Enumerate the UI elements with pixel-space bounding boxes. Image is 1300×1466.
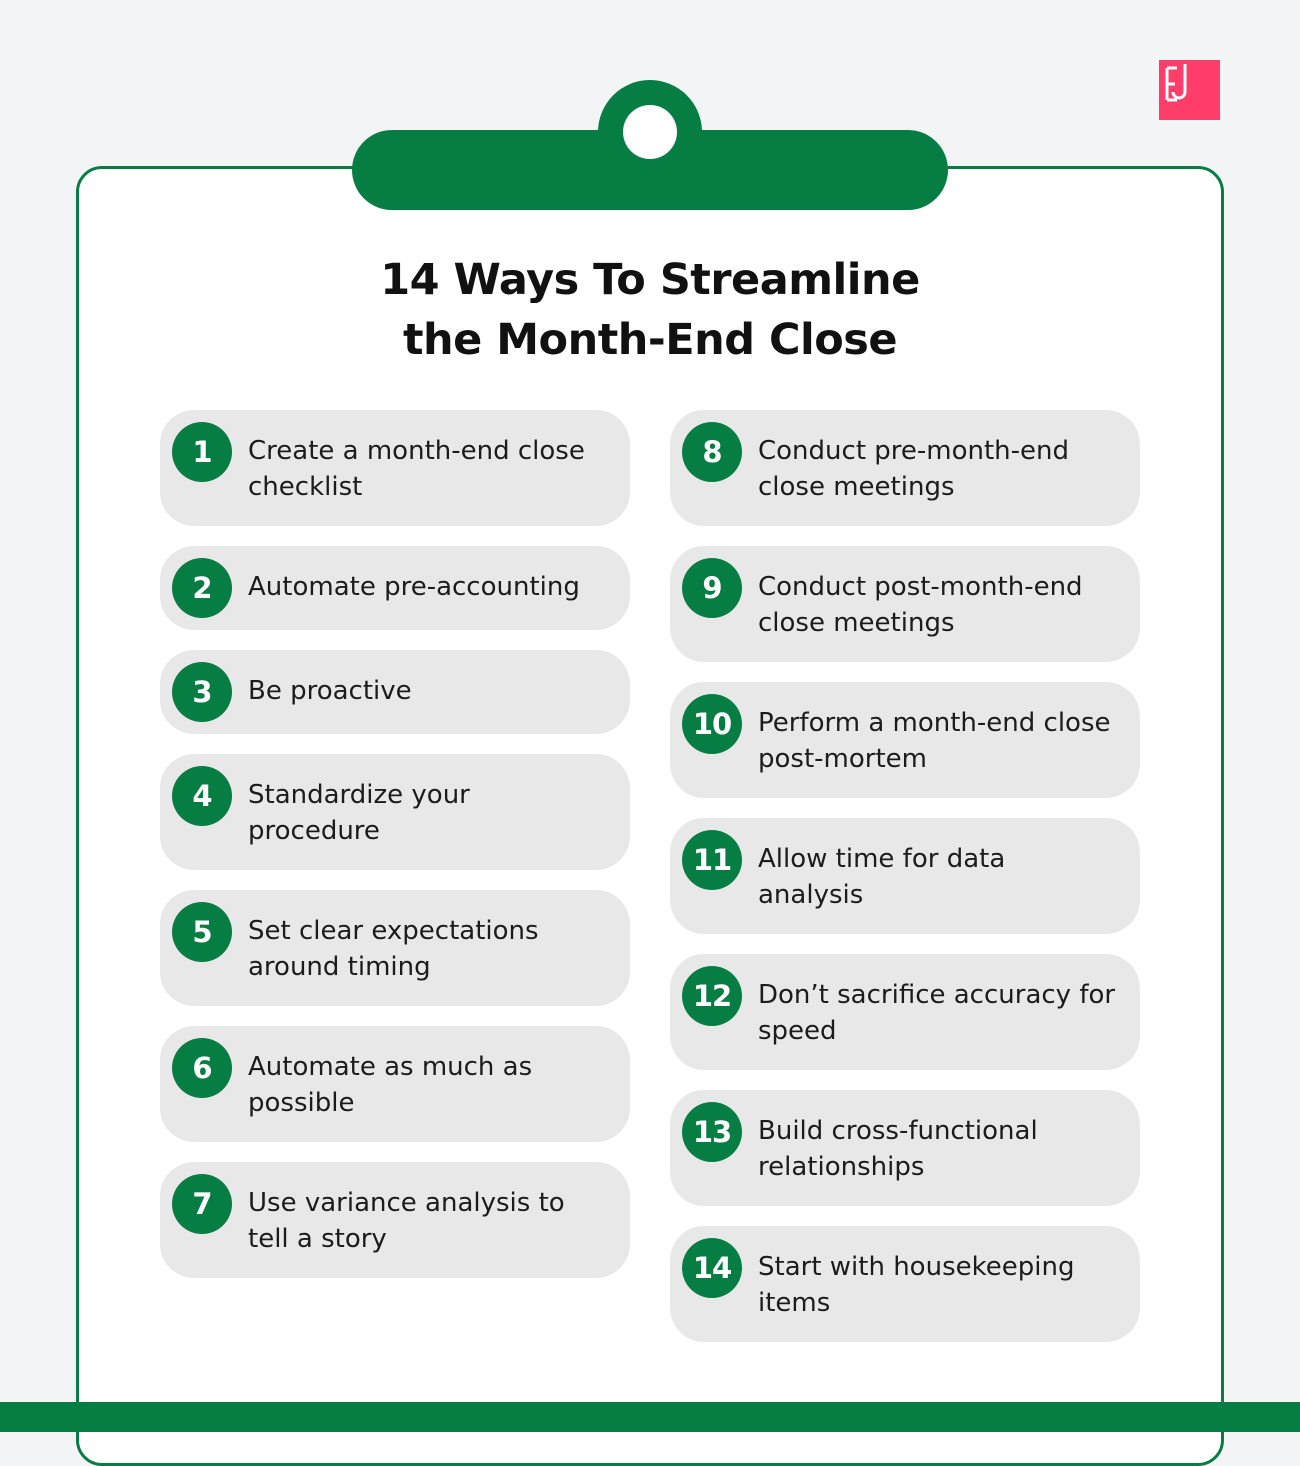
item-number-badge: 14 xyxy=(682,1238,742,1298)
fj-logo-icon xyxy=(1159,60,1220,120)
item-label: Build cross-functional relationships xyxy=(758,1116,1038,1182)
clipboard-clip-hole xyxy=(623,105,677,159)
item-label: Use variance analysis to tell a story xyxy=(248,1188,565,1254)
list-item xyxy=(670,1226,1140,1342)
list-item xyxy=(160,546,630,630)
item-number-badge: 12 xyxy=(682,966,742,1026)
item-label: Standardize your procedure xyxy=(248,780,470,846)
list-item xyxy=(670,1090,1140,1206)
list-item xyxy=(160,1026,630,1142)
item-number-badge: 6 xyxy=(172,1038,232,1098)
item-label: Perform a month-end close post-mortem xyxy=(758,708,1111,774)
page-title-line-2: the Month-End Close xyxy=(402,315,898,365)
item-number-badge: 5 xyxy=(172,902,232,962)
list-item xyxy=(160,754,630,870)
list-item xyxy=(160,1162,630,1278)
item-number-badge: 3 xyxy=(172,662,232,722)
list-item xyxy=(160,650,630,734)
item-number-badge: 4 xyxy=(172,766,232,826)
list-item xyxy=(670,682,1140,798)
item-number-badge: 13 xyxy=(682,1102,742,1162)
page-title-line-1: 14 Ways To Streamline xyxy=(380,255,920,305)
item-label: Don’t sacrifice accuracy for speed xyxy=(758,980,1116,1046)
item-number-badge: 1 xyxy=(172,422,232,482)
item-label: Conduct post-month-end close meetings xyxy=(758,572,1083,638)
list-item xyxy=(160,410,630,526)
item-number-badge: 9 xyxy=(682,558,742,618)
list-item xyxy=(160,890,630,1006)
item-label: Start with housekeeping items xyxy=(758,1252,1075,1318)
item-label: Automate pre-accounting xyxy=(248,572,580,602)
item-label: Set clear expectations around timing xyxy=(248,916,539,982)
item-label: Create a month-end close checklist xyxy=(248,436,585,502)
item-number-badge: 8 xyxy=(682,422,742,482)
item-number-badge: 10 xyxy=(682,694,742,754)
item-label: Allow time for data analysis xyxy=(758,844,1006,910)
list-item xyxy=(670,546,1140,662)
bottom-bar xyxy=(0,1402,1300,1432)
page-title xyxy=(250,250,1050,370)
list-item xyxy=(670,410,1140,526)
item-number-badge: 2 xyxy=(172,558,232,618)
item-number-badge: 11 xyxy=(682,830,742,890)
item-label: Conduct pre-month-end close meetings xyxy=(758,436,1070,502)
item-label: Automate as much as possible xyxy=(248,1052,533,1118)
list-item xyxy=(670,818,1140,934)
item-number-badge: 7 xyxy=(172,1174,232,1234)
item-label: Be proactive xyxy=(248,676,412,706)
list-item xyxy=(670,954,1140,1070)
